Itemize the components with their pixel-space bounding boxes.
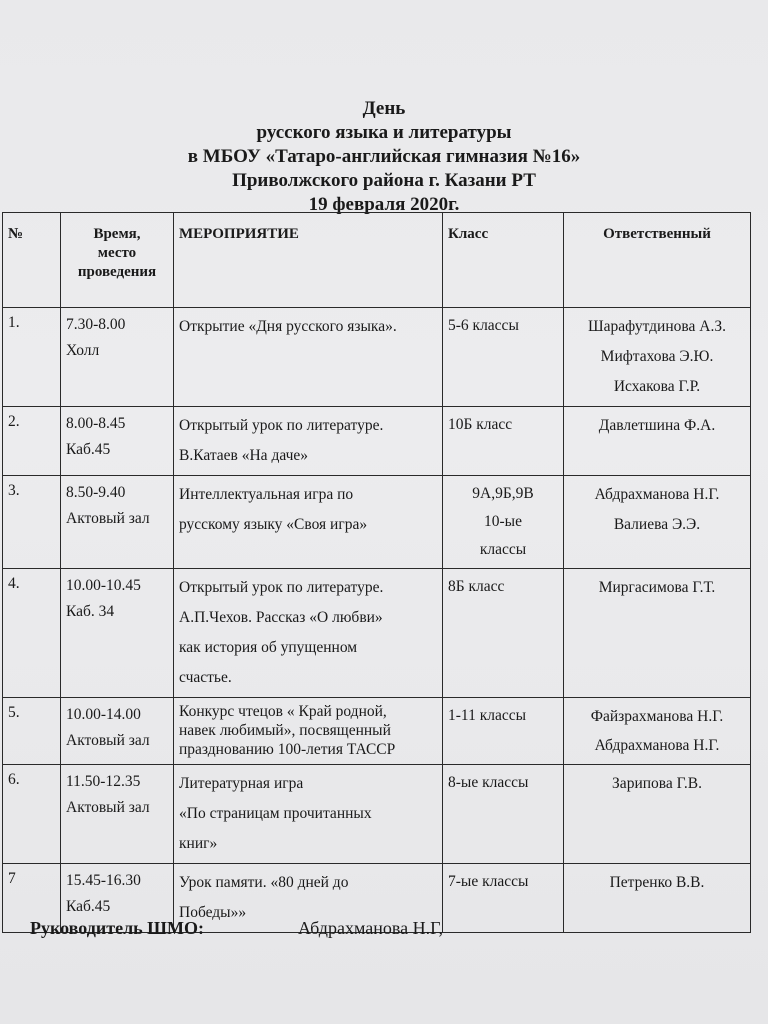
document-title	[0, 97, 768, 217]
row-responsible: Петренко В.В.	[564, 864, 751, 933]
row-number: 4.	[3, 569, 61, 698]
row-number: 3.	[3, 476, 61, 569]
header-event: МЕРОПРИЯТИЕ	[174, 213, 443, 308]
signature-label: Руководитель ШМО:	[30, 918, 204, 938]
table-row	[3, 407, 751, 476]
row-number: 5.	[3, 698, 61, 765]
row-responsible: Файзрахманова Н.Г. Абдрахманова Н.Г.	[564, 698, 751, 765]
row-event: Урок памяти. «80 дней до Победы»»	[174, 864, 443, 933]
header-number: №	[3, 213, 61, 308]
table-row	[3, 765, 751, 864]
row-number: 7	[3, 864, 61, 933]
schedule-table	[2, 212, 751, 933]
table-row	[3, 698, 751, 765]
row-number: 6.	[3, 765, 61, 864]
row-event: Открытый урок по литературе. А.П.Чехов. Рассказ «О любви» как история об упущенном счастье.	[174, 569, 443, 698]
table-row	[3, 476, 751, 569]
title-line: Приволжского района г. Казани РТ	[232, 170, 536, 191]
table-row	[3, 569, 751, 698]
row-number: 1.	[3, 308, 61, 407]
row-time-place: 8.00-8.45 Каб.45	[61, 407, 174, 476]
row-event: Интеллектуальная игра по русскому языку «Своя игра»	[174, 476, 443, 569]
row-class: 5-6 классы	[443, 308, 564, 407]
row-time-place: 10.00-14.00 Актовый зал	[61, 698, 174, 765]
table-row	[3, 308, 751, 407]
row-responsible: Абдрахманова Н.Г. Валиева Э.Э.	[564, 476, 751, 569]
row-class: 8-ые классы	[443, 765, 564, 864]
signature-name: Абдрахманова Н.Г,	[298, 918, 443, 938]
header-class: Класс	[443, 213, 564, 308]
row-responsible: Давлетшина Ф.А.	[564, 407, 751, 476]
title-line: русского языка и литературы	[256, 122, 512, 143]
row-time-place: 8.50-9.40 Актовый зал	[61, 476, 174, 569]
row-event: Конкурс чтецов « Край родной, навек любимый», посвященный празднованию 100-летия ТАССР	[174, 698, 443, 765]
row-class: 7-ые классы	[443, 864, 564, 933]
title-line: 19 февраля 2020г.	[308, 194, 460, 215]
row-class: 10Б класс	[443, 407, 564, 476]
row-responsible: Миргасимова Г.Т.	[564, 569, 751, 698]
row-class: 1-11 классы	[443, 698, 564, 765]
row-event: Открытый урок по литературе. В.Катаев «На даче»	[174, 407, 443, 476]
row-time-place: 11.50-12.35 Актовый зал	[61, 765, 174, 864]
row-time-place: 15.45-16.30 Каб.45	[61, 864, 174, 933]
row-time-place: 7.30-8.00 Холл	[61, 308, 174, 407]
row-responsible: Шарафутдинова А.З. Мифтахова Э.Ю. Исхакова Г.Р.	[564, 308, 751, 407]
row-number: 2.	[3, 407, 61, 476]
header-responsible: Ответственный	[564, 213, 751, 308]
table-header-row	[3, 213, 751, 308]
signature-line	[30, 918, 443, 939]
row-event: Литературная игра «По страницам прочитанных книг»	[174, 765, 443, 864]
title-line: в МБОУ «Татаро-английская гимназия №16»	[187, 146, 581, 167]
row-responsible: Зарипова Г.В.	[564, 765, 751, 864]
row-class: 9А,9Б,9В 10-ые классы	[443, 476, 564, 569]
title-line: День	[362, 98, 406, 119]
row-event: Открытие «Дня русского языка».	[174, 308, 443, 407]
row-time-place: 10.00-10.45 Каб. 34	[61, 569, 174, 698]
header-time-place: Время, место проведения	[61, 213, 174, 308]
row-class: 8Б класс	[443, 569, 564, 698]
